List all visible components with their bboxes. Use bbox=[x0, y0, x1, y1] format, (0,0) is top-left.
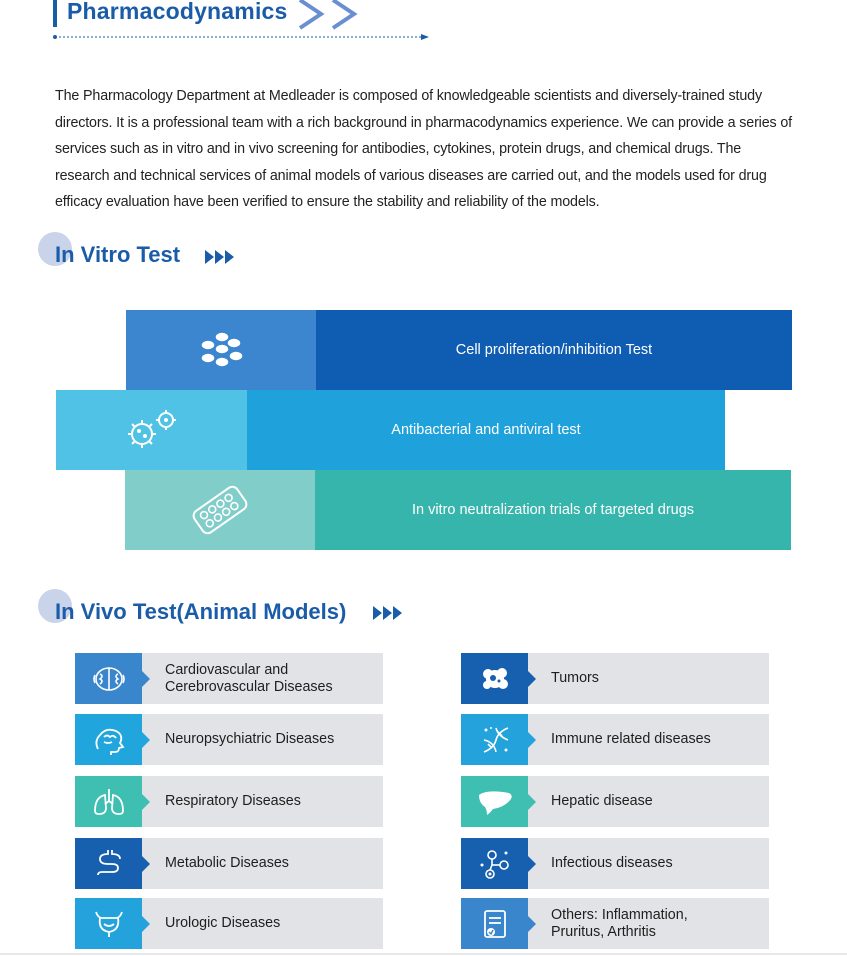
intro-paragraph: The Pharmacology Department at Medleader is composed of knowledgeable scientists and diversely-trained study directors. It is a professional team with a rich background in pharmacodynamics experience. We can provide a series of services such as in vitro and in vivo screening for antibodies, cytokines, protein drugs, and chemical drugs. The research and technical services of animal models of various diseases are carried out, and the models used for drug efficacy evaluation have been verified to ensure the stability and reliability of the models. bbox=[55, 88, 792, 211]
disease-label: Cardiovascular and Cerebrovascular Diseases bbox=[142, 653, 383, 704]
triple-arrow-icon bbox=[373, 606, 402, 620]
title-accent-bar bbox=[53, 0, 57, 27]
vivo-card-metabolic bbox=[75, 838, 383, 889]
molecule-icon bbox=[461, 838, 528, 889]
intestine-icon bbox=[75, 838, 142, 889]
report-icon bbox=[461, 898, 528, 949]
disease-label: Others: Inflammation, Pruritus, Arthritis bbox=[528, 898, 769, 949]
disease-label: Respiratory Diseases bbox=[142, 776, 383, 827]
pill-blister-icon bbox=[125, 470, 315, 550]
vitro-label: Antibacterial and antiviral test bbox=[247, 390, 725, 470]
vivo-card-urologic bbox=[75, 898, 383, 949]
disease-label: Infectious diseases bbox=[528, 838, 769, 889]
cells-icon bbox=[126, 310, 316, 390]
vitro-band-cell bbox=[126, 310, 792, 390]
tumor-icon bbox=[461, 653, 528, 704]
bladder-icon bbox=[75, 898, 142, 949]
disease-label: Tumors bbox=[528, 653, 769, 704]
dna-icon bbox=[461, 714, 528, 765]
liver-icon bbox=[461, 776, 528, 827]
vitro-band-neutralization bbox=[125, 470, 791, 550]
disease-label: Urologic Diseases bbox=[142, 898, 383, 949]
vivo-card-cardiovascular bbox=[75, 653, 383, 704]
vitro-label: Cell proliferation/inhibition Test bbox=[316, 310, 792, 390]
vivo-card-neuro bbox=[75, 714, 383, 765]
vivo-card-tumors bbox=[461, 653, 769, 704]
vivo-card-respiratory bbox=[75, 776, 383, 827]
in-vivo-heading: In Vivo Test(Animal Models) bbox=[55, 599, 347, 624]
in-vitro-heading: In Vitro Test bbox=[55, 242, 181, 267]
vivo-card-immune bbox=[461, 714, 769, 765]
vivo-card-hepatic bbox=[461, 776, 769, 827]
vivo-card-infectious bbox=[461, 838, 769, 889]
disease-label: Immune related diseases bbox=[528, 714, 769, 765]
page-title: Pharmacodynamics bbox=[67, 0, 288, 24]
virus-icon bbox=[56, 390, 247, 470]
bottom-divider bbox=[0, 953, 847, 955]
disease-label: Metabolic Diseases bbox=[142, 838, 383, 889]
vitro-label: In vitro neutralization trials of targeted drugs bbox=[315, 470, 791, 550]
double-chevron-icon bbox=[297, 0, 361, 34]
brain-icon bbox=[75, 653, 142, 704]
head-brain-icon bbox=[75, 714, 142, 765]
triple-arrow-icon bbox=[205, 250, 234, 264]
vivo-card-others bbox=[461, 898, 769, 949]
lungs-icon bbox=[75, 776, 142, 827]
dotted-divider bbox=[53, 34, 429, 40]
disease-label: Hepatic disease bbox=[528, 776, 769, 827]
vitro-band-antibacterial bbox=[56, 390, 725, 470]
disease-label: Neuropsychiatric Diseases bbox=[142, 714, 383, 765]
